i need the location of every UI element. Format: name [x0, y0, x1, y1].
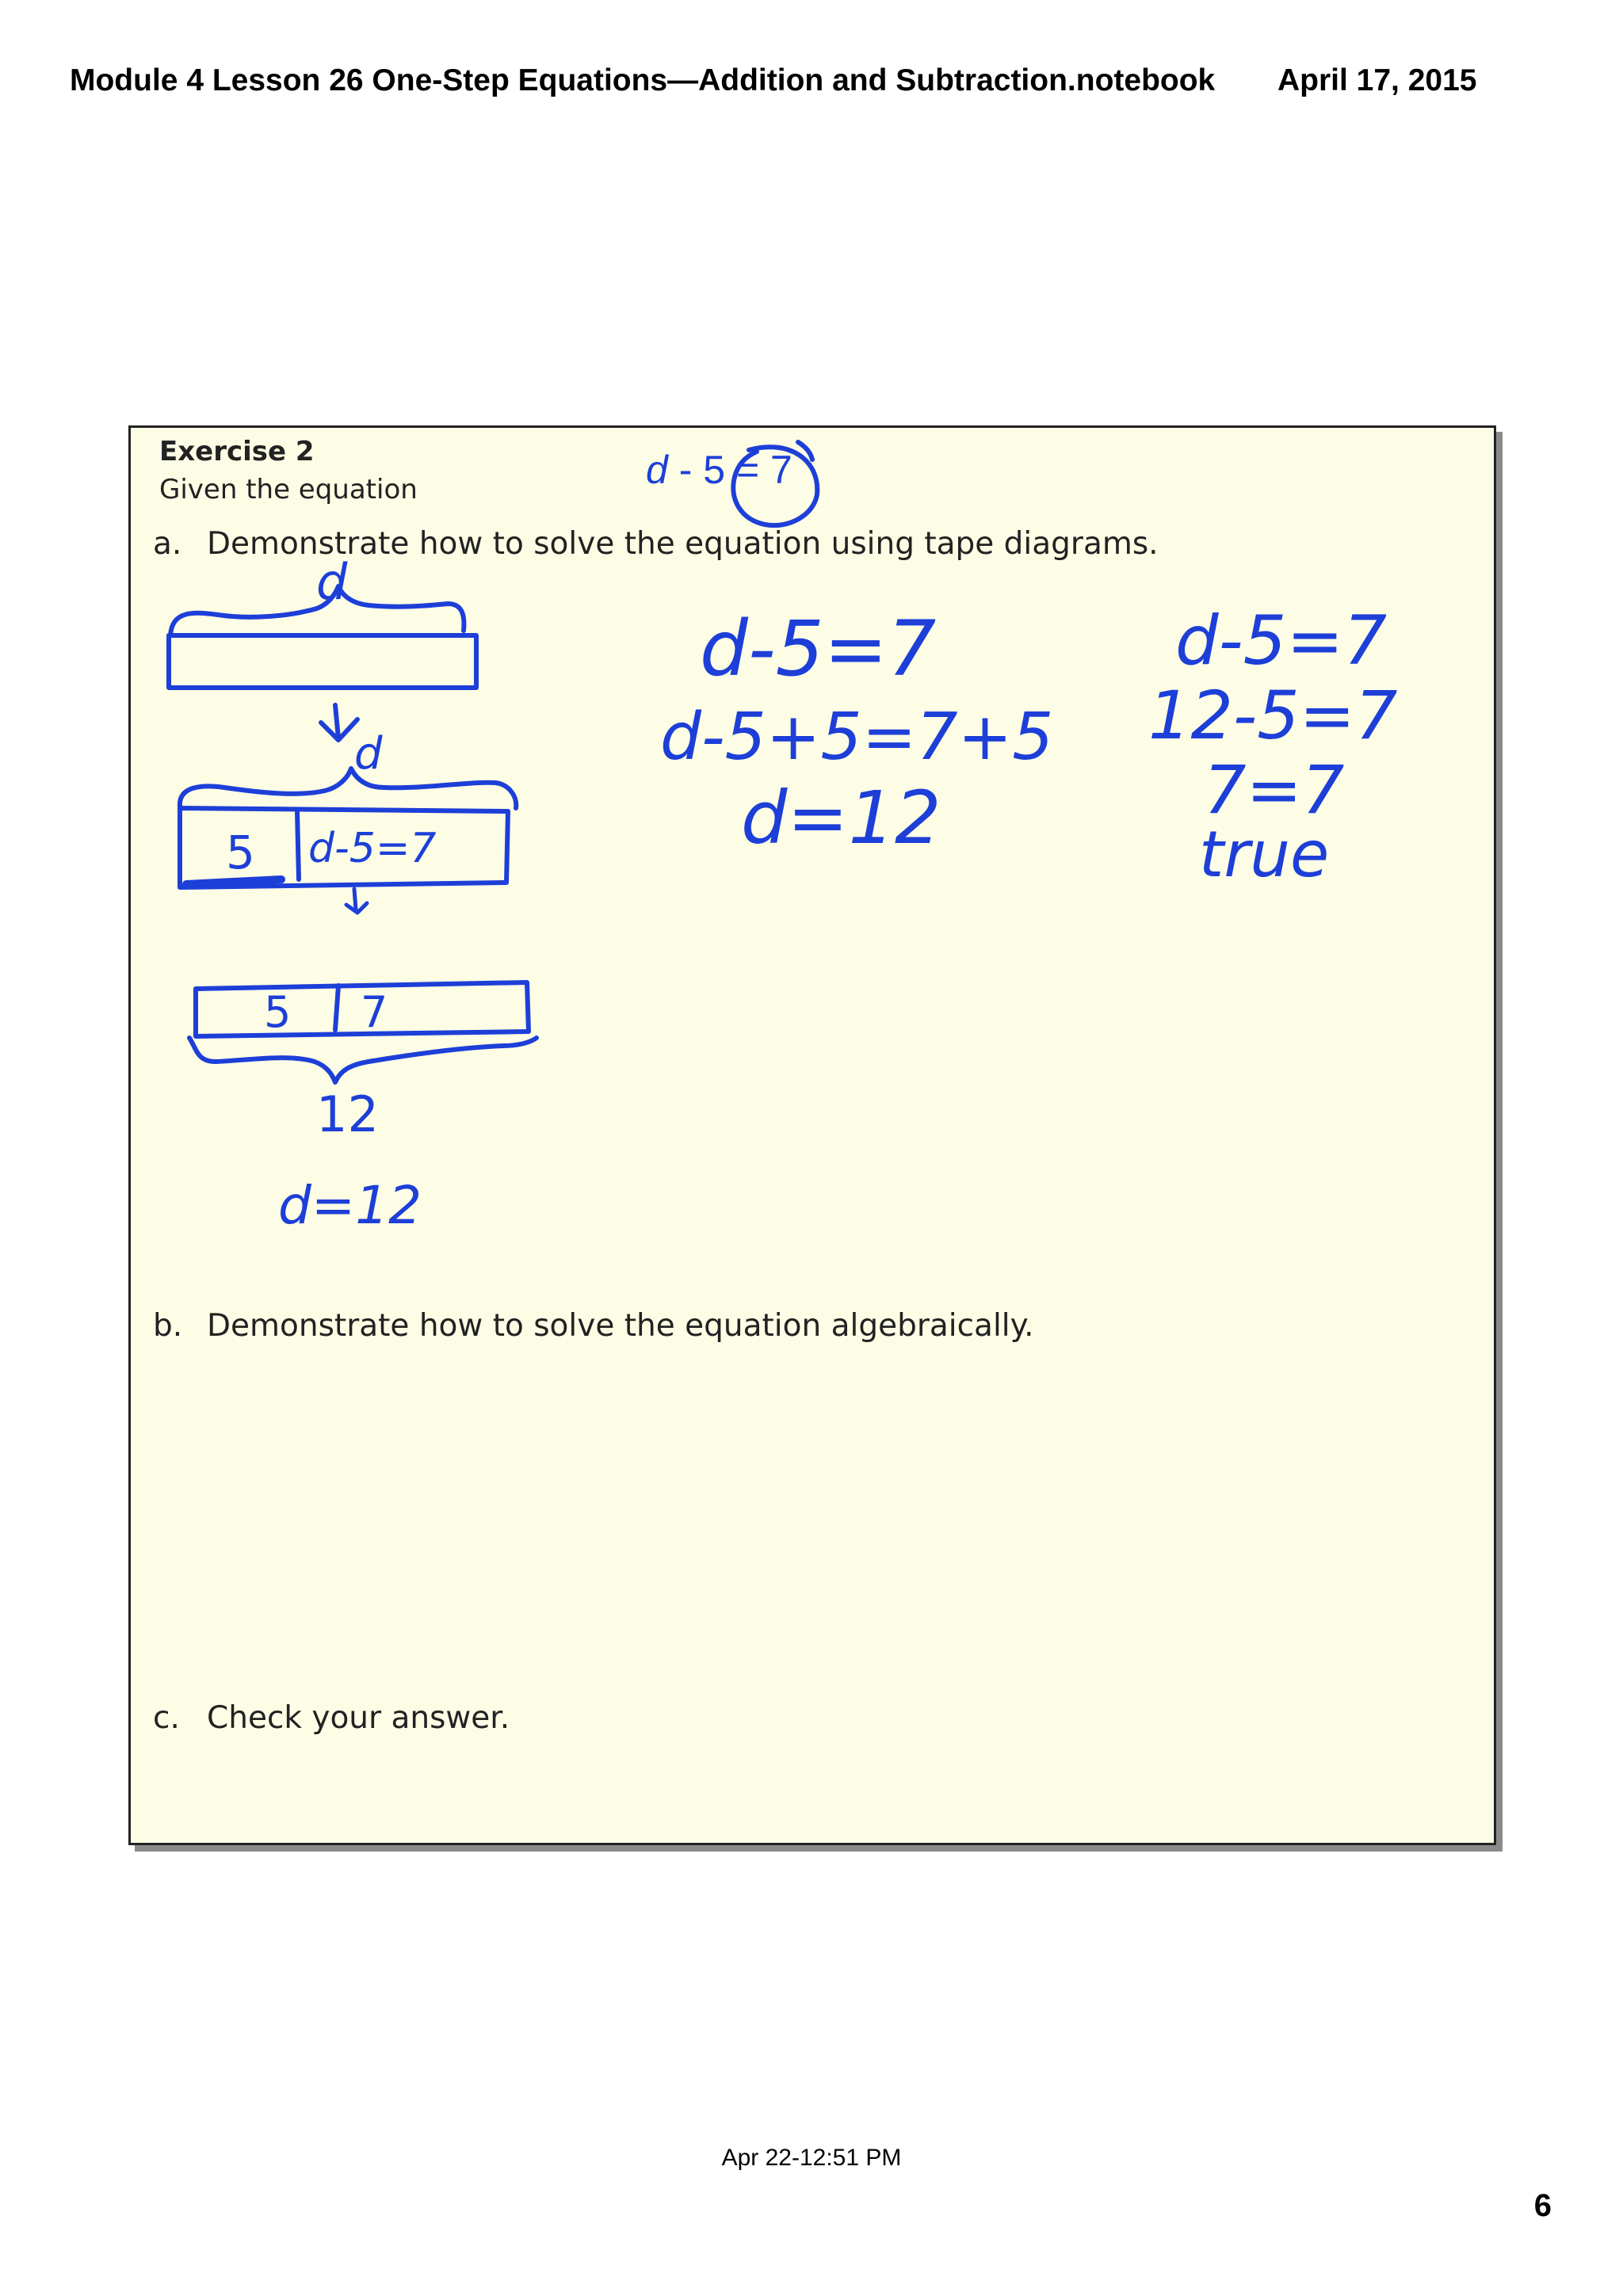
notebook-date: April 17, 2015	[1277, 63, 1477, 97]
arrow-down-1	[321, 705, 357, 740]
answer-circle	[733, 442, 817, 525]
tape-bottom-brace	[189, 1038, 537, 1082]
exercise-heading: Exercise 2	[159, 436, 315, 467]
tape-middle-label: d	[354, 728, 383, 780]
page-number: 6	[1533, 2188, 1552, 2223]
algebra-line-1: d-5=7	[700, 605, 937, 693]
notebook-title: Module 4 Lesson 26 One-Step Equations—Addition and Subtraction.notebook	[70, 63, 1216, 97]
tape-result: d=12	[278, 1175, 422, 1236]
part-a-letter: a.	[153, 526, 182, 562]
tape-bottom-total: 12	[316, 1085, 379, 1143]
footer-timestamp: Apr 22-12:51 PM	[721, 2145, 902, 2171]
exercise-sheet	[128, 425, 1496, 1845]
tape-middle-segment-1: 5	[226, 826, 255, 879]
algebra-line-2: d-5+5=7+5	[660, 700, 1054, 775]
check-line-1: d-5=7	[1175, 601, 1388, 681]
part-a-text: Demonstrate how to solve the equation using tape diagrams.	[207, 526, 1159, 562]
tape-middle-divider	[297, 811, 299, 879]
algebra-line-3: d=12	[741, 776, 941, 860]
tape-bottom-segment-2: 7	[361, 987, 388, 1037]
equation-rest: - 5 = 7	[667, 448, 792, 492]
tape-bottom-segment-1: 5	[264, 987, 292, 1037]
tape-middle-brace	[180, 769, 516, 808]
check-line-2: 12-5=7	[1148, 677, 1398, 754]
part-c-letter: c.	[153, 1700, 180, 1736]
handwriting-layer	[131, 428, 1494, 1843]
tape-middle-underline	[186, 879, 281, 884]
tape-top-label: d	[316, 553, 348, 611]
check-line-4: true	[1199, 818, 1330, 891]
check-line-3: 7=7	[1204, 751, 1345, 829]
tape-middle-segment-2: d-5=7	[308, 825, 437, 872]
tape-bottom-divider	[335, 986, 338, 1030]
arrow-down-2	[346, 889, 367, 913]
tape-top-bar	[169, 635, 476, 688]
equation-variable: d	[646, 448, 668, 492]
part-b-letter: b.	[153, 1308, 183, 1344]
part-c-text: Check your answer.	[207, 1700, 510, 1736]
part-b-text: Demonstrate how to solve the equation algebraically.	[207, 1308, 1034, 1344]
exercise-given-label: Given the equation	[159, 474, 418, 505]
